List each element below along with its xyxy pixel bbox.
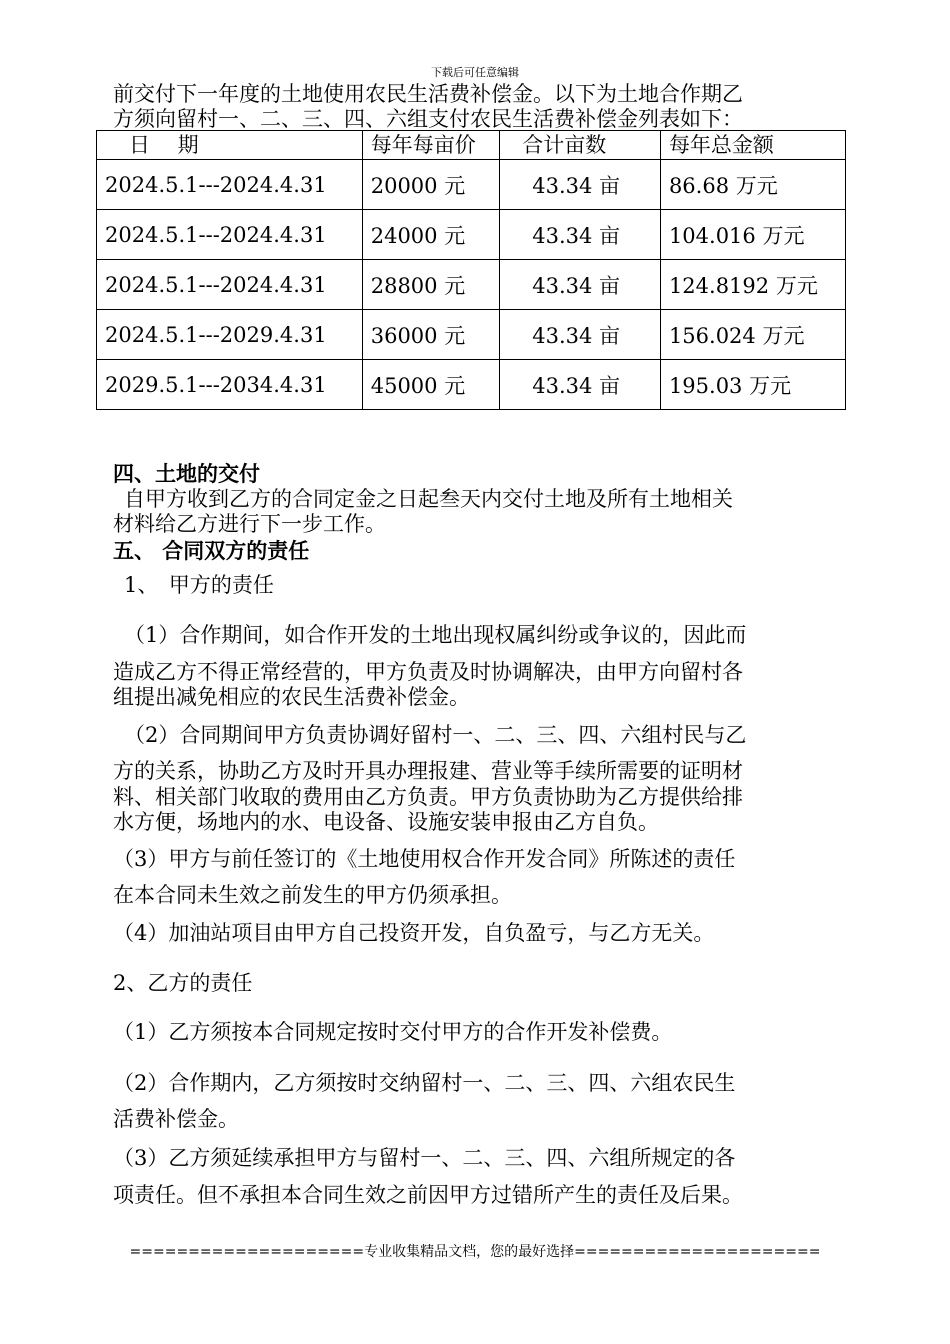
cell-total: 156.024 万元 xyxy=(660,310,845,360)
section5-title: 五、 合同双方的责任 xyxy=(113,538,310,563)
table-row xyxy=(97,260,846,310)
cell-period: 2024.5.1---2024.4.31 xyxy=(97,210,363,260)
cell-period: 2029.5.1---2034.4.31 xyxy=(97,360,363,410)
cell-area: 43.34 亩 xyxy=(500,210,661,260)
cell-area: 43.34 亩 xyxy=(500,310,661,360)
party-a-item-1-line-1: （1）合作期间，如合作开发的土地出现权属纠纷或争议的，因此而 xyxy=(124,623,747,647)
table-header-row xyxy=(97,131,846,160)
cell-price: 36000 元 xyxy=(362,310,500,360)
cell-period: 2024.5.1---2024.4.31 xyxy=(97,160,363,210)
cell-period: 2024.5.1---2024.4.31 xyxy=(97,260,363,310)
party-a-item-2-line-4: 水方便，场地内的水、电设备、设施安装申报由乙方自负。 xyxy=(113,810,659,834)
cell-total: 86.68 万元 xyxy=(660,160,845,210)
footer-banner: ====================专业收集精品文档，您的最好选择===================== xyxy=(129,1244,821,1260)
header-total-mu: 合计亩数 xyxy=(500,131,661,160)
party-b-item-3-line-1: （3）乙方须延续承担甲方与留村一、二、三、四、六组所规定的各 xyxy=(113,1146,736,1170)
intro-line-1: 前交付下一年度的土地使用农民生活费补偿金。以下为土地合作期乙 xyxy=(113,82,743,106)
cell-total: 195.03 万元 xyxy=(660,360,845,410)
section4-title: 四、土地的交付 xyxy=(113,461,260,486)
party-a-item-3-line-1: （3）甲方与前任签订的《土地使用权合作开发合同》所陈述的责任 xyxy=(113,847,736,871)
cell-total: 104.016 万元 xyxy=(660,210,845,260)
party-b-item-2-line-2: 活费补偿金。 xyxy=(113,1107,239,1131)
party-b-item-1: （1）乙方须按本合同规定按时交付甲方的合作开发补偿费。 xyxy=(113,1020,673,1044)
table-row xyxy=(97,210,846,260)
cell-price: 45000 元 xyxy=(362,360,500,410)
cell-area: 43.34 亩 xyxy=(500,360,661,410)
compensation-table xyxy=(96,130,846,410)
party-b-item-3-line-2: 项责任。但不承担本合同生效之前因甲方过错所产生的责任及后果。 xyxy=(113,1183,743,1207)
party-b-title: 2、乙方的责任 xyxy=(113,971,253,995)
party-b-item-2-line-1: （2）合作期内，乙方须按时交纳留村一、二、三、四、六组农民生 xyxy=(113,1071,736,1095)
cell-period: 2024.5.1---2029.4.31 xyxy=(97,310,363,360)
cell-price: 20000 元 xyxy=(362,160,500,210)
table-row xyxy=(97,360,846,410)
intro-line-2: 方须向留村一、二、三、四、六组支付农民生活费补偿金列表如下： xyxy=(113,107,743,131)
table-row xyxy=(97,310,846,360)
party-a-item-1-line-3: 组提出减免相应的农民生活费补偿金。 xyxy=(113,685,470,709)
party-a-item-1-line-2: 造成乙方不得正常经营的，甲方负责及时协调解决，由甲方向留村各 xyxy=(113,660,743,684)
party-a-title: 1、 甲方的责任 xyxy=(124,573,274,597)
header-price-per-mu: 每年每亩价 xyxy=(362,131,500,160)
cell-total: 124.8192 万元 xyxy=(660,260,845,310)
party-a-item-3-line-2: 在本合同未生效之前发生的甲方仍须承担。 xyxy=(113,883,512,907)
party-a-item-4: （4）加油站项目由甲方自己投资开发，自负盈亏，与乙方无关。 xyxy=(113,921,715,945)
section4-line-1: 自甲方收到乙方的合同定金之日起叁天内交付土地及所有土地相关 xyxy=(124,487,733,511)
cell-price: 28800 元 xyxy=(362,260,500,310)
party-a-item-2-line-2: 方的关系，协助乙方及时开具办理报建、营业等手续所需要的证明材 xyxy=(113,759,743,783)
cell-price: 24000 元 xyxy=(362,210,500,260)
party-a-item-2-line-3: 料、相关部门收取的费用由乙方负责。甲方负责协助为乙方提供给排 xyxy=(113,785,743,809)
cell-area: 43.34 亩 xyxy=(500,160,661,210)
header-note: 下载后可任意编辑 xyxy=(431,66,519,79)
header-annual-total: 每年总金额 xyxy=(660,131,845,160)
table-row xyxy=(97,160,846,210)
section4-line-2: 材料给乙方进行下一步工作。 xyxy=(113,512,386,536)
cell-area: 43.34 亩 xyxy=(500,260,661,310)
party-a-item-2-line-1: （2）合同期间甲方负责协调好留村一、二、三、四、六组村民与乙 xyxy=(124,723,747,747)
header-date: 日 期 xyxy=(97,131,363,160)
